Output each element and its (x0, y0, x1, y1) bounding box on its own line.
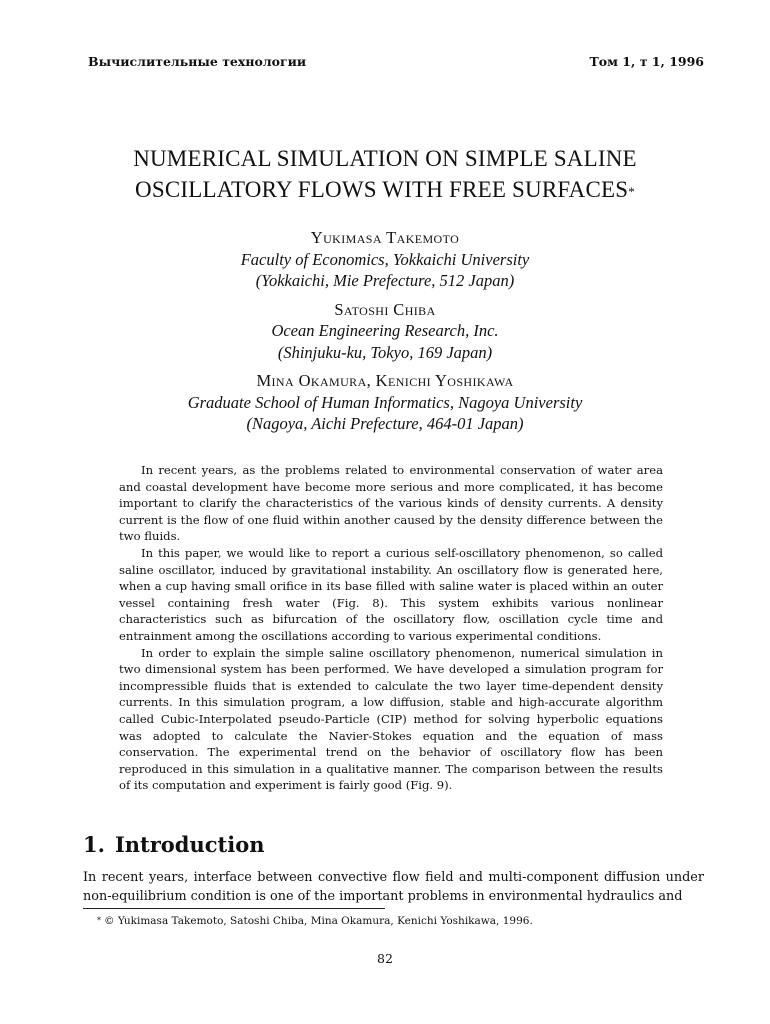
title-footnote-mark: * (628, 184, 635, 199)
abstract-paragraph-3: In order to explain the simple saline oscillatory phenomenon, numerical simulation in two dimensional system has been performed. We have developed a simulation program for incompressible fluids that is extended to calculate the two layer time-dependent density currents. In this simulation program, a low diffusion, stable and high-accurate algorithm called Cubic-Interpolated pseudo-Particle (CIP) method for solving hyperbolic equations was adopted to calculate the Navier-Stokes equation and the equation of mass conservation. The experimental trend on the behavior of oscillatory flow has been reproduced in this simulation in a qualitative manner. The comparison between the results of its computation and experiment is fairly good (Fig. 9). (119, 645, 663, 793)
footnote-text: © Yukimasa Takemoto, Satoshi Chiba, Mina Okamura, Kenichi Yoshikawa, 1996. (104, 915, 533, 927)
author-block-2 (0, 299, 770, 364)
author-block-3 (0, 370, 770, 435)
volume-info: Том 1, т 1, 1996 (589, 54, 704, 69)
author-affiliation-3: Graduate School of Human Informatics, Nagoya University (187, 392, 583, 412)
running-head (88, 54, 704, 69)
section-number: 1. (83, 832, 105, 857)
footnote-divider (83, 908, 385, 909)
author-affiliation-2: Ocean Engineering Research, Inc. (271, 321, 499, 340)
author-block-1 (0, 227, 770, 292)
introduction-body (83, 869, 704, 906)
author-name-3: Mina Okamura, Kenichi Yoshikawa (256, 371, 514, 390)
author-name-2: Satoshi Chiba (334, 299, 436, 319)
section-title: Introduction (114, 832, 265, 857)
author-affiliation-1: Faculty of Economics, Yokkaichi University (240, 249, 530, 269)
title-line-2 (0, 174, 770, 205)
abstract-paragraph-1: In recent years, as the problems related to environmental conservation of water area and coastal development have become more serious and more complicated, it has become important to clarify the characteristics of the various kinds of density currents. A density current is the flow of one fluid within another caused by the density difference between the two fluids. (119, 463, 663, 544)
journal-name: Вычислительные технологии (88, 54, 307, 69)
author-name-1: Yukimasa Takemoto (310, 228, 460, 247)
footnote (97, 914, 704, 928)
section-heading-introduction (83, 832, 265, 857)
abstract (119, 462, 663, 794)
footnote-mark: * (97, 916, 101, 925)
intro-paragraph: In recent years, interface between convective flow field and multi-component diffusion under non-equilibrium condition is one of the important problems in environmental hydraulics and (83, 870, 704, 904)
title-line-2-text: OSCILLATORY FLOWS WITH FREE SURFACES (135, 177, 629, 202)
abstract-paragraph-2: In this paper, we would like to report a curious self-oscillatory phenomenon, so called saline oscillator, induced by gravitational instability. An oscillatory flow is generated here, when a cup having small orifice in its base filled with saline water is placed within an outer vessel containing fresh water (Fig. 8). This system exhibits various nonlinear characteristics such as bifurcation of the oscillatory flow, oscillation cycle time and entrainment among the oscillations according to various experimental conditions. (119, 545, 663, 643)
author-list (0, 227, 770, 442)
author-address-2: (Shinjuku-ku, Tokyo, 169 Japan) (277, 342, 493, 362)
author-address-1: (Yokkaichi, Mie Prefecture, 512 Japan) (255, 271, 515, 290)
paper-title (0, 143, 770, 205)
page-number: 82 (377, 951, 393, 966)
title-line-1: NUMERICAL SIMULATION ON SIMPLE SALINE (133, 146, 637, 171)
author-address-3: (Nagoya, Aichi Prefecture, 464-01 Japan) (246, 414, 524, 433)
